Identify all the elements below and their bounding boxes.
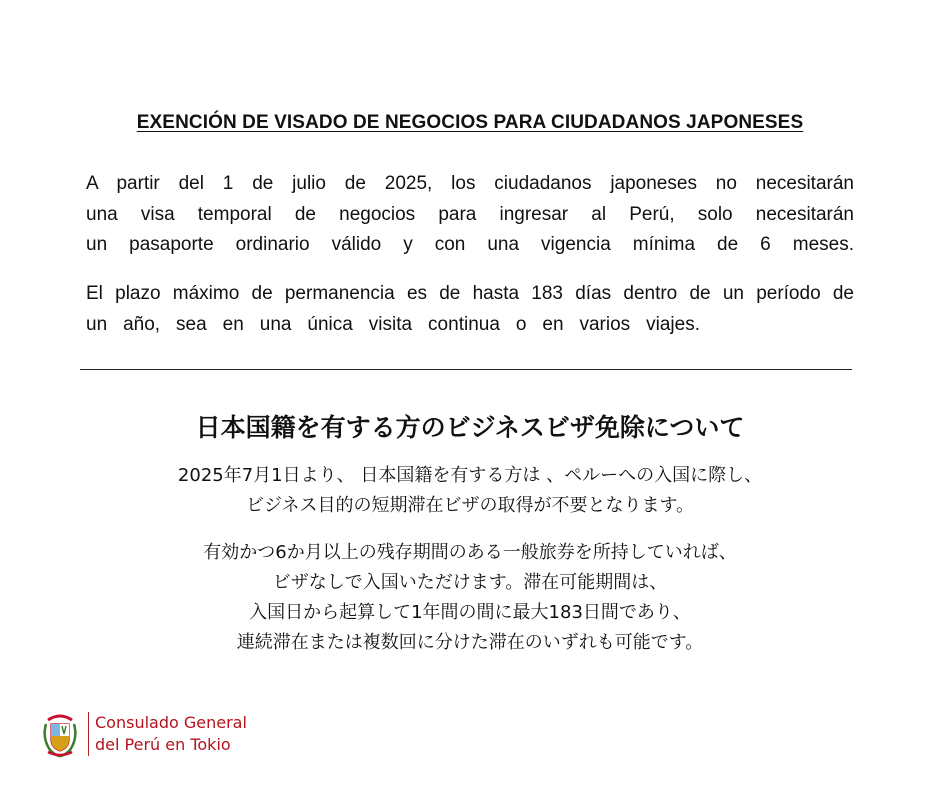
consulate-name-line-2: del Perú en Tokio bbox=[95, 735, 231, 754]
paragraph-line: El plazo máximo de permanencia es de hasta 183 días dentro de un período de bbox=[86, 283, 854, 304]
spanish-paragraph-1 bbox=[86, 169, 854, 261]
section-divider bbox=[80, 369, 852, 370]
paragraph-line: 連続滞在または複数回に分けた滞在のいずれも可能です。 bbox=[236, 632, 704, 653]
japanese-title: 日本国籍を有する方のビジネスビザ免除について bbox=[195, 413, 745, 442]
spanish-paragraph-2 bbox=[86, 279, 854, 340]
paragraph-line: ビザなしで入国いただけます。滞在可能期間は、 bbox=[272, 572, 668, 593]
spanish-title: EXENCIÓN DE VISADO DE NEGOCIOS PARA CIUDADANOS JAPONESES bbox=[136, 112, 804, 133]
paragraph-line: un pasaporte ordinario válido y con una vigencia mínima de 6 meses. bbox=[86, 234, 854, 255]
paragraph-line: un año, sea en una única visita continua o en varios viajes. bbox=[86, 313, 700, 335]
peru-coat-of-arms-icon bbox=[40, 710, 80, 758]
paragraph-line: 有効かつ6か月以上の残存期間のある一般旅券を所持していれば、 bbox=[203, 542, 737, 563]
paragraph-line: una visa temporal de negocios para ingresar al Perú, solo necesitarán bbox=[86, 203, 854, 225]
japanese-paragraph-2 bbox=[0, 538, 940, 658]
consulate-footer bbox=[40, 708, 247, 760]
paragraph-line: 入国日から起算して1年間の間に最大183日間であり、 bbox=[249, 602, 691, 623]
japanese-paragraph-1 bbox=[0, 461, 940, 521]
consulate-name-line-1: Consulado General bbox=[95, 713, 247, 732]
footer-divider bbox=[88, 712, 89, 756]
paragraph-line: ビジネス目的の短期滞在ビザの取得が不要となります。 bbox=[245, 495, 695, 516]
paragraph-line: A partir del 1 de julio de 2025, los ciudadanos japoneses no necesitarán bbox=[86, 173, 854, 194]
paragraph-line: 2025年7月1日より、 日本国籍を有する方は 、ペルーへの入国に際し、 bbox=[177, 465, 763, 486]
consulate-name bbox=[95, 712, 247, 756]
